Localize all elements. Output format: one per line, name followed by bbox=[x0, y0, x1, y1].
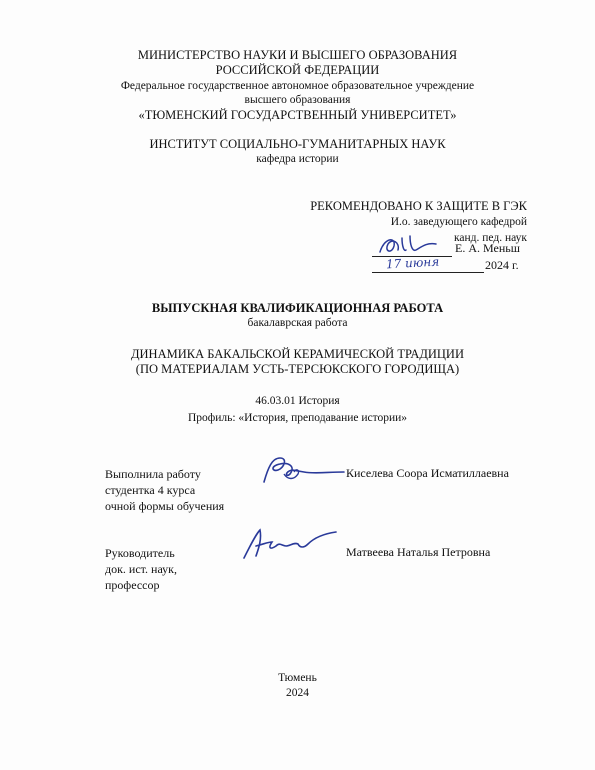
student-signature-icon bbox=[254, 454, 346, 488]
supervisor-label-line-1: Руководитель bbox=[105, 546, 175, 560]
supervisor-label-line-2: док. ист. наук, bbox=[105, 562, 177, 576]
supervisor-label-line-3: профессор bbox=[105, 578, 160, 592]
footer-year: 2024 bbox=[286, 687, 309, 699]
approval-date-handwritten: 17 июня bbox=[385, 254, 440, 272]
institution-line-2: высшего образования bbox=[244, 94, 351, 106]
supervisor-label bbox=[105, 545, 177, 593]
approval-degree: канд. пед. наук bbox=[454, 232, 527, 244]
ministry-line-1: МИНИСТЕРСТВО НАУКИ И ВЫСШЕГО ОБРАЗОВАНИЯ bbox=[137, 48, 458, 62]
work-type: ВЫПУСКНАЯ КВАЛИФИКАЦИОННАЯ РАБОТА bbox=[151, 301, 444, 315]
work-type-block bbox=[0, 301, 595, 330]
institution-line-1: Федеральное государственное автономное образовательное учреждение bbox=[120, 80, 475, 92]
ministry-line-2: РОССИЙСКОЙ ФЕДЕРАЦИИ bbox=[215, 63, 380, 77]
department-name: кафедра истории bbox=[256, 153, 339, 165]
work-title-line-1: ДИНАМИКА БАКАЛЬСКОЙ КЕРАМИЧЕСКОЙ ТРАДИЦИИ bbox=[131, 347, 464, 361]
work-title-block bbox=[0, 347, 595, 377]
student-label-line-2: студентка 4 курса bbox=[105, 483, 196, 497]
student-label-line-3: очной формы обучения bbox=[105, 499, 225, 513]
work-title-line-2: (ПО МАТЕРИАЛАМ УСТЬ-ТЕРСЮКСКОГО ГОРОДИЩА) bbox=[135, 362, 460, 376]
institute-block bbox=[0, 137, 595, 166]
footer-block bbox=[0, 671, 595, 700]
student-label-line-1: Выполнила работу bbox=[105, 467, 201, 481]
header-block bbox=[0, 48, 595, 123]
footer-city: Тюмень bbox=[278, 672, 317, 684]
approval-title: РЕКОМЕНДОВАНО К ЗАЩИТЕ В ГЭК bbox=[310, 199, 527, 213]
student-name: Киселева Соора Исматиллаевна bbox=[346, 466, 509, 480]
work-profile: Профиль: «История, преподавание истории» bbox=[187, 412, 408, 424]
approval-role: И.о. заведующего кафедрой bbox=[390, 216, 527, 228]
approval-year: 2024 г. bbox=[485, 258, 519, 272]
supervisor-signature-icon bbox=[238, 524, 338, 564]
work-subtype: бакалаврская работа bbox=[247, 317, 348, 329]
supervisor-name: Матвеева Наталья Петровна bbox=[346, 545, 491, 559]
work-code-block bbox=[0, 394, 595, 425]
institute-name: ИНСТИТУТ СОЦИАЛЬНО-ГУМАНИТАРНЫХ НАУК bbox=[149, 137, 446, 151]
student-label bbox=[105, 466, 224, 514]
work-code: 46.03.01 История bbox=[255, 395, 340, 407]
university-name: «ТЮМЕНСКИЙ ГОСУДАРСТВЕННЫЙ УНИВЕРСИТЕТ» bbox=[138, 108, 457, 122]
approval-name: Е. А. Меньш bbox=[455, 241, 520, 255]
